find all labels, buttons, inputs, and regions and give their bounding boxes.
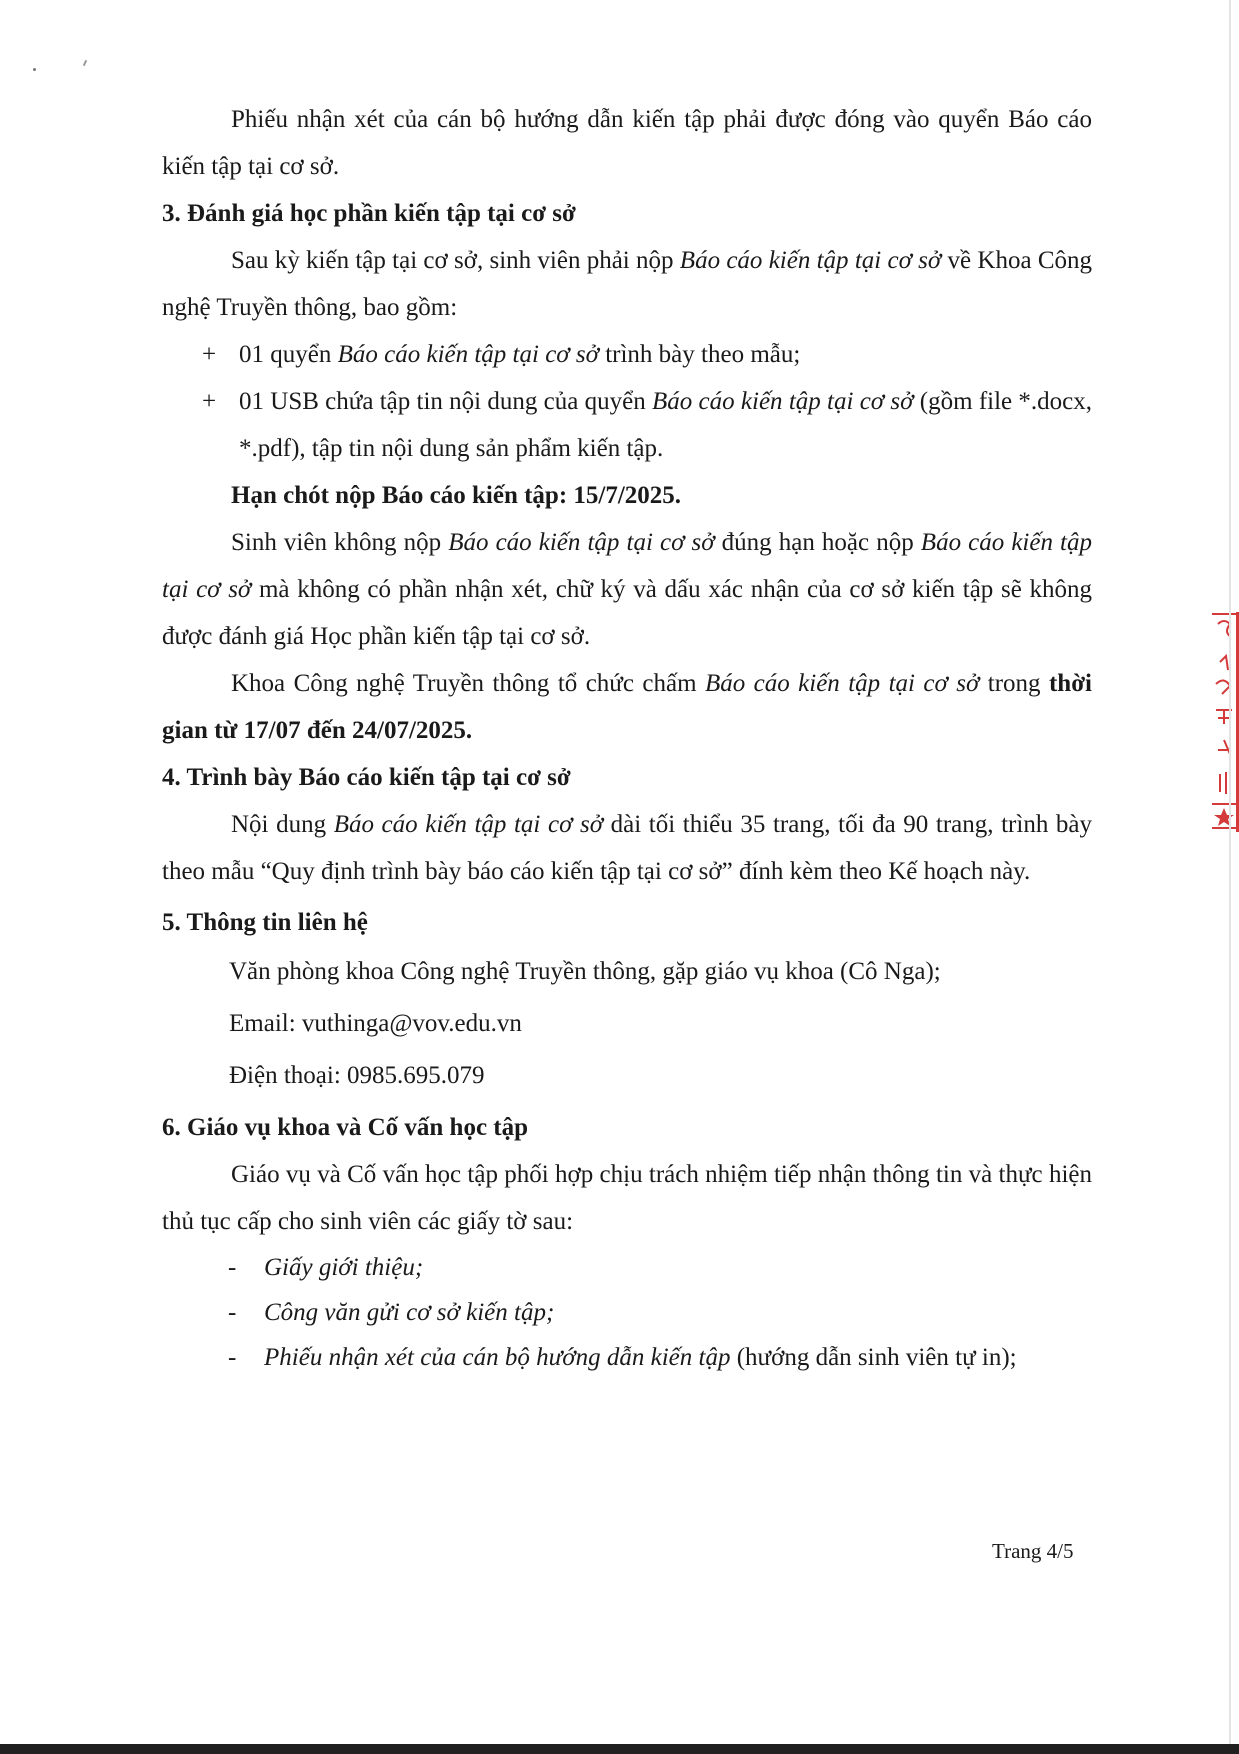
dash-bullet-icon: - — [228, 1254, 237, 1281]
text-run-italic: Công văn gửi cơ sở kiến tập; — [264, 1299, 555, 1326]
text-run: Khoa Công nghệ Truyền thông tổ chức chấm — [231, 670, 705, 697]
section-5-heading: 5. Thông tin liên hệ — [162, 909, 368, 936]
text-run-italic: Phiếu nhận xét của cán bộ hướng dẫn kiến tập — [264, 1344, 731, 1371]
dash-bullet-icon: - — [228, 1299, 237, 1326]
text-run: (hướng dẫn sinh viên tự in); — [730, 1344, 1017, 1371]
section-3-paragraph-2 — [162, 519, 1092, 660]
text-run: đúng hạn hoặc nộp — [714, 529, 921, 556]
text-run: Nội dung — [231, 811, 334, 838]
section-3-paragraph-1 — [162, 237, 1092, 331]
seal-stamp-edge — [1210, 612, 1239, 832]
list-item — [162, 1245, 1092, 1290]
section-3-paragraph-3 — [162, 660, 1092, 754]
section-4-paragraph — [162, 801, 1092, 895]
plus-bullet-icon: + — [202, 341, 217, 368]
text-run-italic: Báo cáo kiến tập tại cơ sở — [333, 811, 604, 838]
contact-office: Văn phòng khoa Công nghệ Truyền thông, gặp giáo vụ khoa (Cô Nga); — [229, 958, 941, 985]
page-number: Trang 4/5 — [992, 1539, 1074, 1563]
text-run-italic: Báo cáo kiến tập tại cơ sở — [652, 388, 914, 415]
text-run: Sinh viên không nộp — [231, 529, 449, 556]
section-3-heading: 3. Đánh giá học phần kiến tập tại cơ sở — [162, 200, 576, 227]
scan-bottom-edge — [0, 1744, 1239, 1754]
list-item — [162, 1290, 1092, 1335]
text-run-italic: Báo cáo kiến tập tại cơ sở — [448, 529, 715, 556]
intro-paragraph: Phiếu nhận xét của cán bộ hướng dẫn kiến tập phải được đóng vào quyển Báo cáo kiến tập tại cơ sở. — [162, 106, 1092, 180]
plus-bullet-icon: + — [202, 388, 217, 415]
text-run-bold: thời gian từ 17/07 đến 24/07/2025. — [162, 670, 1092, 744]
scan-edge — [1229, 0, 1231, 1754]
text-run: về Khoa Công nghệ Truyền thông, bao gồm: — [162, 247, 1092, 321]
document-body — [162, 96, 1092, 1380]
list-item — [162, 378, 1092, 472]
deadline-line: Hạn chót nộp Báo cáo kiến tập: 15/7/2025. — [231, 482, 682, 509]
text-run-italic: Báo cáo kiến tập tại cơ sở — [162, 529, 1092, 603]
text-run-italic: Giấy giới thiệu; — [264, 1254, 424, 1281]
text-run-italic: Báo cáo kiến tập tại cơ sở — [704, 670, 980, 697]
text-run: trình bày theo mẫu; — [598, 341, 801, 368]
text-run: trong — [979, 670, 1049, 697]
documents-list — [162, 1245, 1092, 1380]
list-item — [162, 331, 1092, 378]
scan-speck — [33, 68, 36, 71]
text-run: 01 USB chứa tập tin nội dung của quyển — [239, 388, 652, 415]
text-run: dài tối thiểu 35 trang, tối đa 90 trang, trình bày theo mẫu “Quy định trình bày báo cáo kiến tập tại cơ sở” đính kèm theo Kế hoạch này. — [162, 811, 1093, 885]
submission-list — [162, 331, 1092, 472]
text-run: mà không có phần nhận xét, chữ ký và dấu xác nhận của cơ sở kiến tập sẽ không được đánh giá Học phần kiến tập tại cơ sở. — [162, 576, 1092, 650]
text-run-italic: Báo cáo kiến tập tại cơ sở — [337, 341, 599, 368]
text-run-italic: Báo cáo kiến tập tại cơ sở — [679, 247, 942, 274]
text-run: 01 quyển — [239, 341, 338, 368]
text-run: (gồm file *.docx, *.pdf), tập tin nội dung sản phẩm kiến tập. — [239, 388, 1092, 462]
contact-email: Email: vuthinga@vov.edu.vn — [229, 1010, 522, 1037]
dash-bullet-icon: - — [228, 1344, 237, 1371]
contact-phone: Điện thoại: 0985.695.079 — [229, 1062, 485, 1089]
scan-speck — [83, 60, 87, 66]
section-6-heading: 6. Giáo vụ khoa và Cố vấn học tập — [162, 1114, 529, 1141]
stamp-icon — [1210, 612, 1239, 832]
list-item — [162, 1335, 1092, 1380]
text-run: Sau kỳ kiến tập tại cơ sở, sinh viên phải nộp — [231, 247, 680, 274]
section-4-heading: 4. Trình bày Báo cáo kiến tập tại cơ sở — [162, 764, 571, 791]
section-6-paragraph: Giáo vụ và Cố vấn học tập phối hợp chịu trách nhiệm tiếp nhận thông tin và thực hiện thủ tục cấp cho sinh viên các giấy tờ sau: — [162, 1161, 1092, 1235]
